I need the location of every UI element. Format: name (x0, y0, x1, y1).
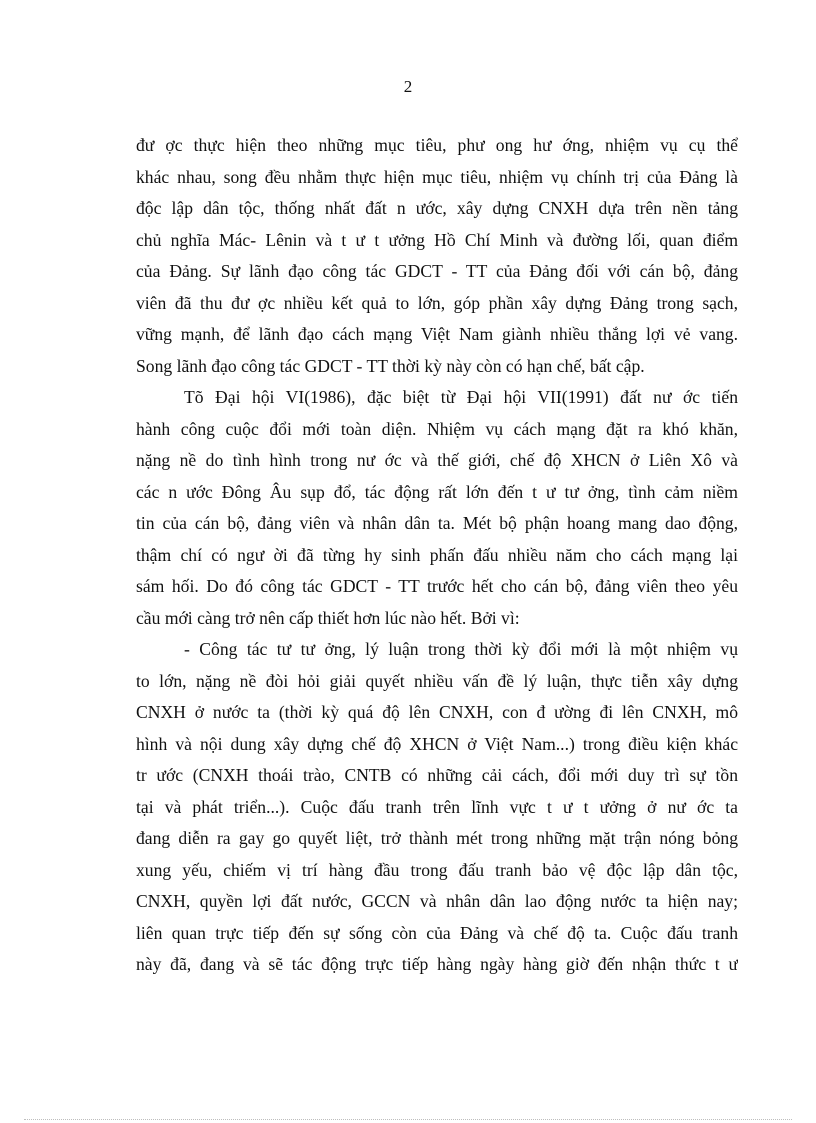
text-line: to lớn, nặng nề đòi hỏi giải quyết nhiều vấn đề lý luận, thực tiễn xây dựng (136, 670, 738, 691)
text-line: viên đã thu đư ợc nhiều kết quả to lớn, góp phần xây dựng Đảng trong sạch, (136, 292, 738, 313)
text-line: này đã, đang và sẽ tác động trực tiếp hàng ngày hàng giờ đến nhận thức t ư (136, 954, 738, 974)
text-line: của Đảng. Sự lãnh đạo công tác GDCT - TT của Đảng đối với cán bộ, đảng (136, 261, 738, 281)
text-line: tin của cán bộ, đảng viên và nhân dân ta. Mét bộ phận hoang mang dao động, (136, 513, 738, 533)
text-line: đư ợc thực hiện theo những mục tiêu, phư ong hư ớng, nhiệm vụ cụ thể (136, 135, 738, 155)
text-line: xung yếu, chiếm vị trí hàng đầu trong đấu tranh bảo vệ độc lập dân tộc, (136, 859, 738, 880)
text-line: Song lãnh đạo công tác GDCT - TT thời kỳ này còn có hạn chế, bất cập. (136, 355, 645, 376)
text-line: tr ước (CNXH thoái trào, CNTB có những cải cách, đổi mới duy trì sự tồn (136, 765, 738, 785)
text-line: CNXH ở nước ta (thời kỳ quá độ lên CNXH, con đ ường đi lên CNXH, mô (136, 702, 738, 722)
text-line: khác nhau, song đều nhằm thực hiện mục tiêu, nhiệm vụ chính trị của Đảng là (136, 166, 738, 187)
text-line: cầu mới càng trở nên cấp thiết hơn lúc nào hết. Bởi vì: (136, 607, 520, 628)
document-body (136, 130, 738, 981)
text-line: Tõ Đại hội VI(1986), đặc biệt từ Đại hội VII(1991) đất nư ớc tiến (184, 387, 738, 407)
text-line: nặng nề do tình hình trong nư ớc và thế giới, chế độ XHCN ở Liên Xô và (136, 450, 738, 470)
page-number: 2 (403, 77, 413, 96)
text-line: đang diễn ra gay go quyết liệt, trở thành mét trong những mặt trận nóng bỏng (136, 828, 738, 848)
text-line: các n ước Đông Âu sụp đổ, tác động rất lớn đến t ư tư ởng, tình cảm niềm (136, 481, 738, 502)
text-line: CNXH, quyền lợi đất nước, GCCN và nhân dân lao động nước ta hiện nay; (136, 891, 738, 911)
text-line: thậm chí có ngư ời đã từng hy sinh phấn đấu nhiều năm cho cách mạng lại (136, 544, 738, 565)
text-line: hình và nội dung xây dựng chế độ XHCN ở Việt Nam...) trong điều kiện khác (136, 733, 738, 754)
text-line: chủ nghĩa Mác- Lênin và t ư t ưởng Hồ Chí Minh và đường lối, quan điểm (136, 229, 738, 250)
text-line: sám hối. Do đó công tác GDCT - TT trước hết cho cán bộ, đảng viên theo yêu (136, 576, 738, 596)
text-line: - Công tác tư tư ởng, lý luận trong thời kỳ đổi mới là một nhiệm vụ (184, 639, 738, 659)
text-line: liên quan trực tiếp đến sự sống còn của Đảng và chế độ ta. Cuộc đấu tranh (136, 922, 738, 943)
text-line: vững mạnh, để lãnh đạo cách mạng Việt Nam giành nhiều thắng lợi vẻ vang. (136, 324, 738, 344)
text-line: hành công cuộc đổi mới toàn diện. Nhiệm vụ cách mạng đặt ra khó khăn, (136, 418, 738, 439)
text-line: tại và phát triển...). Cuộc đấu tranh trên lĩnh vực t ư t ưởng ở nư ớc ta (136, 796, 738, 817)
page-bottom-divider (24, 1119, 792, 1120)
text-line: độc lập dân tộc, thống nhất đất n ước, xây dựng CNXH dựa trên nền tảng (136, 198, 738, 218)
